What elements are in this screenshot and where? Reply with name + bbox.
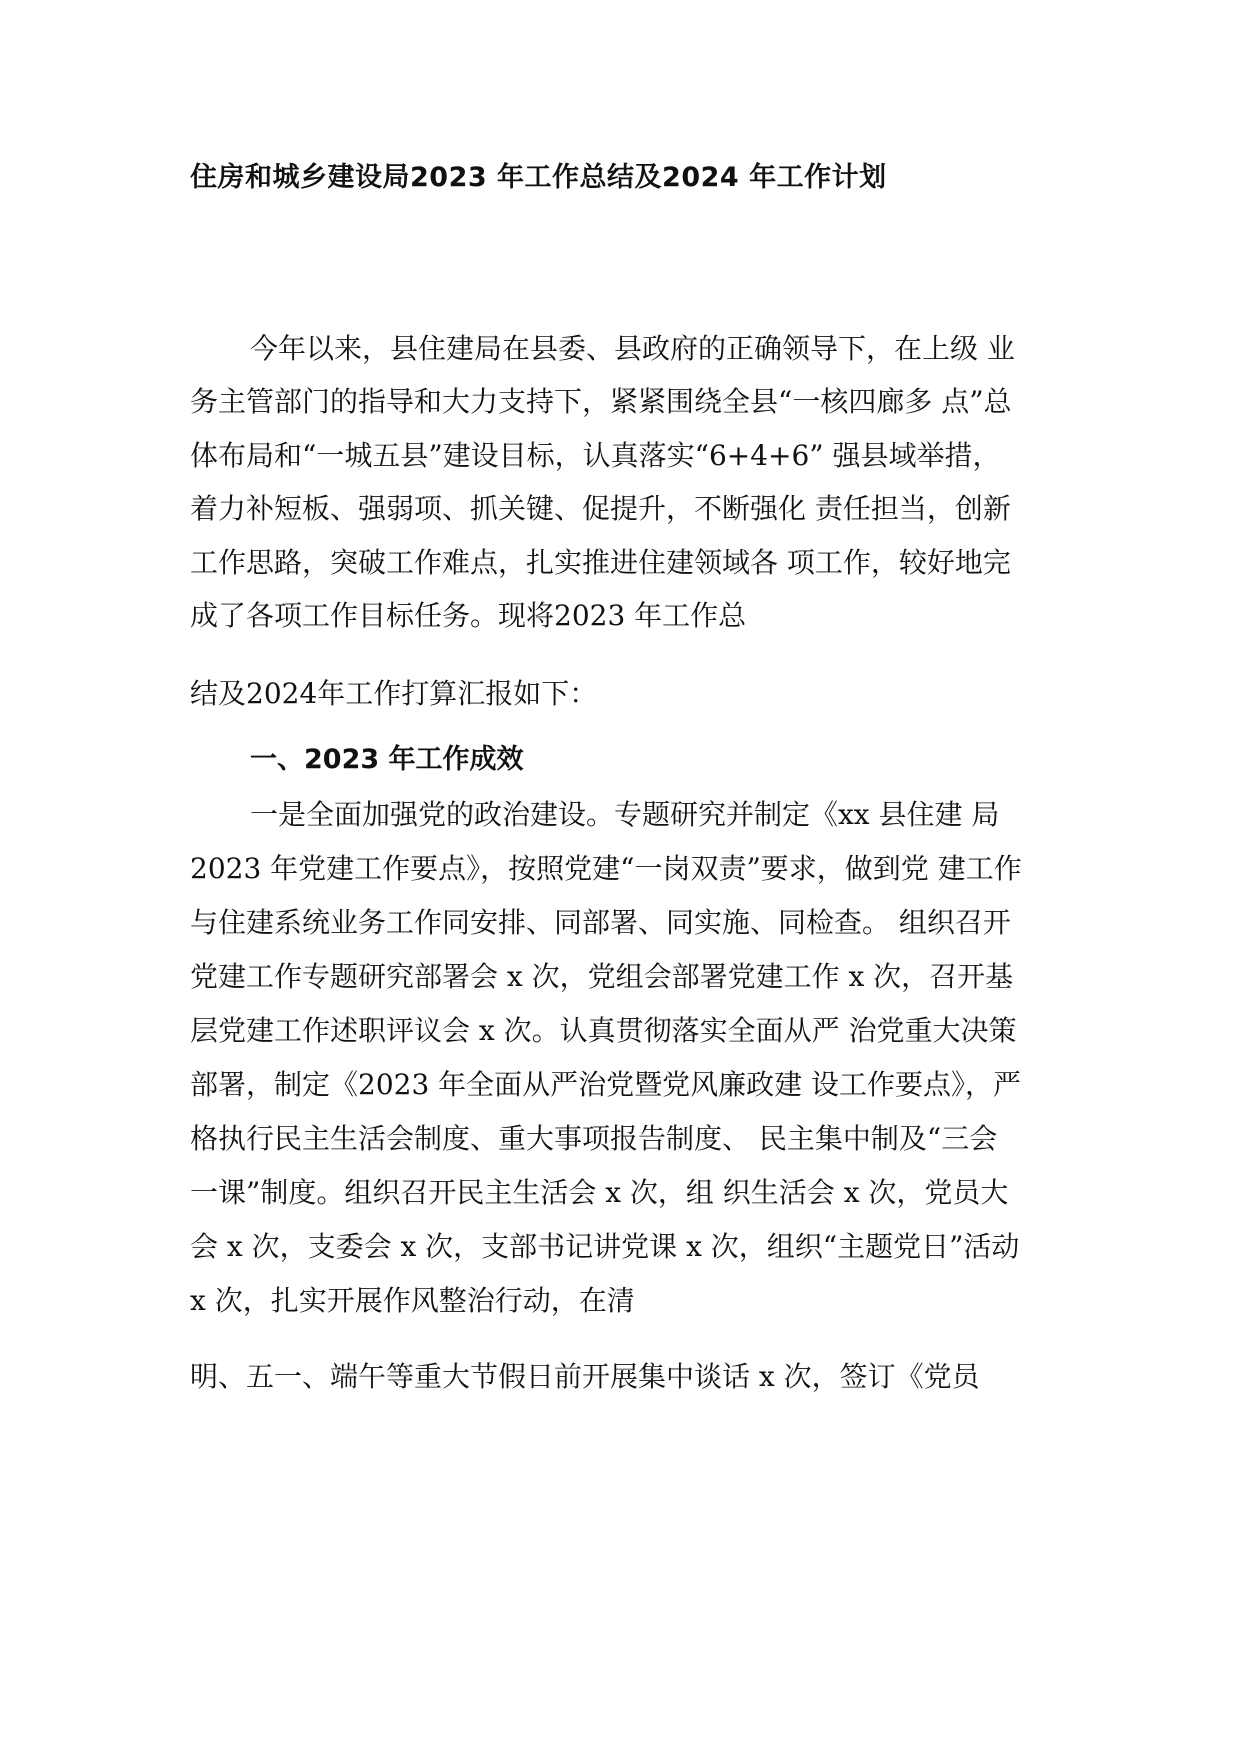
body-line-10: x 次，扎实开展作风整治行动，在清	[190, 1284, 635, 1317]
intro-line-5: 工作思路，突破工作难点，扎实推进住建领域各 项工作，较好地完	[190, 546, 1011, 579]
body-line-3: 与住建系统业务工作同安排、同部署、同实施、同检查。 组织召开	[190, 906, 1011, 939]
body-line-7: 格执行民主生活会制度、重大事项报告制度、 民主集中制及“三会	[190, 1122, 998, 1155]
intro-line-2: 务主管部门的指导和大力支持下，紧紧围绕全县“一核四廊多 点”总	[190, 385, 1012, 418]
body-line-2: 2023 年党建工作要点》，按照党建“一岗双责”要求，做到党 建工作	[190, 852, 1022, 885]
body-line-8: 一课”制度。组织召开民主生活会 x 次，组 织生活会 x 次，党员大	[190, 1176, 1009, 1209]
intro-line-3: 体布局和“一城五县”建设目标，认真落实“6+4+6” 强县域举措，	[190, 439, 1001, 472]
body-line-4: 党建工作专题研究部署会 x 次，党组会部署党建工作 x 次，召开基	[190, 960, 1014, 993]
intro-line-1: 今年以来，县住建局在县委、县政府的正确领导下，在上级 业	[250, 332, 1015, 365]
intro-line-4: 着力补短板、强弱项、抓关键、促提升，不断强化 责任担当，创新	[190, 492, 1011, 525]
intro-line-6: 成了各项工作目标任务。现将2023 年工作总	[190, 599, 747, 632]
intro-continuation: 结及2024年工作打算汇报如下：	[190, 677, 598, 710]
body-line-5: 层党建工作述职评议会 x 次。认真贯彻落实全面从严 治党重大决策	[190, 1014, 1017, 1047]
body-line-9: 会 x 次，支委会 x 次，支部书记讲党课 x 次，组织“主题党日”活动	[190, 1230, 1020, 1263]
document-title: 住房和城乡建设局2023 年工作总结及2024 年工作计划	[190, 162, 887, 193]
body-continuation: 明、五一、端午等重大节假日前开展集中谈话 x 次，签订《党员	[190, 1360, 980, 1393]
section-heading: 一、2023 年工作成效	[250, 744, 524, 775]
body-line-1: 一是全面加强党的政治建设。专题研究并制定《xx 县住建 局	[250, 798, 1000, 831]
body-line-6: 部署，制定《2023 年全面从严治党暨党风廉政建 设工作要点》，严	[190, 1068, 1022, 1101]
